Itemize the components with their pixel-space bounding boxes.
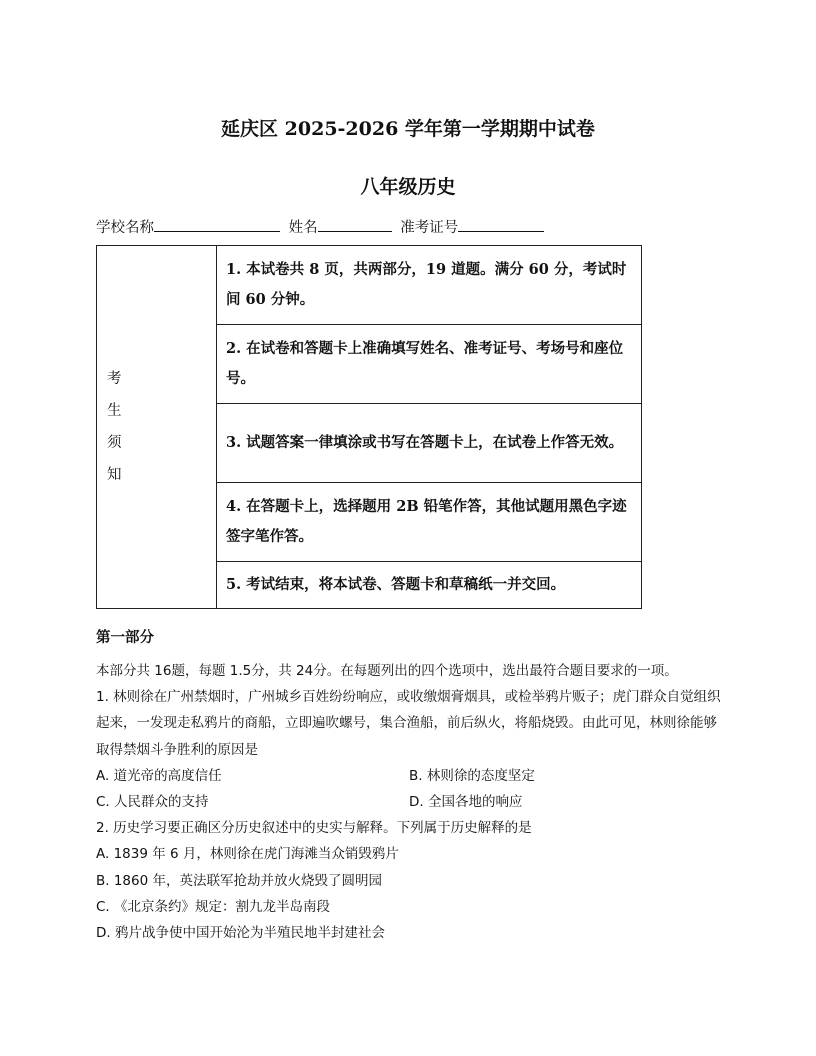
notice-item-4: 4. 在答题卡上，选择题用 2B 铅笔作答，其他试题用黑色字迹签字笔作答。: [217, 483, 642, 562]
student-name-label: 姓名: [288, 220, 318, 236]
section-intro: 本部分共 16题，每题 1.5分，共 24分。在每题列出的四个选项中，选出最符合题目要求的一项。: [96, 663, 678, 679]
notice-item-5: 5. 考试结束，将本试卷、答题卡和草稿纸一并交回。: [217, 562, 642, 609]
notice-item-1: 1. 本试卷共 8 页，共两部分，19 道题。满分 60 分，考试时间 60 分钟。: [217, 246, 642, 325]
question-1-options-row-2: [96, 789, 728, 815]
school-name-label: 学校名称: [96, 220, 154, 236]
question-1-options-row-1: [96, 763, 728, 789]
question-2-option-c: C. 《北京条约》规定：割九龙半岛南段: [96, 898, 331, 915]
exam-id-label: 准考证号: [400, 220, 459, 236]
question-2-option-b: B. 1860 年，英法联军抢劫并放火烧毁了圆明园: [96, 872, 382, 889]
notice-item-2: 2. 在试卷和答题卡上准确填写姓名、准考证号、考场号和座位号。: [217, 325, 642, 404]
student-name-blank: [318, 217, 392, 232]
school-name-blank: [154, 217, 280, 232]
side-char: 知: [107, 467, 122, 483]
exam-notice-table: [96, 245, 642, 609]
question-2-option-d: D. 鸦片战争使中国开始沦为半殖民地半封建社会: [96, 925, 385, 942]
question-1-option-b: B. 林则徐的态度坚定: [409, 767, 535, 784]
questions-body: [96, 658, 728, 946]
section-title: 第一部分: [96, 630, 154, 646]
student-info-line: [96, 216, 548, 237]
side-char: 生: [107, 403, 122, 419]
question-1-option-c: C. 人民群众的支持: [96, 794, 209, 811]
exam-title: 延庆区 2025-2026 学年第一学期期中试卷: [221, 118, 595, 140]
side-char: 须: [107, 435, 122, 451]
notice-side-label: [97, 246, 217, 609]
exam-id-blank: [458, 217, 544, 232]
question-1-option-a: A. 道光帝的高度信任: [96, 767, 222, 784]
side-char: 考: [107, 371, 122, 387]
question-1-option-d: D. 全国各地的响应: [409, 794, 523, 811]
notice-item-3: 3. 试题答案一律填涂或书写在答题卡上，在试卷上作答无效。: [217, 404, 642, 483]
exam-subtitle: 八年级历史: [360, 176, 456, 198]
question-2-option-a: A. 1839 年 6 月，林则徐在虎门海滩当众销毁鸦片: [96, 846, 399, 863]
question-2-stem: 2. 历史学习要正确区分历史叙述中的史实与解释。下列属于历史解释的是: [96, 820, 532, 837]
question-1-stem: 1. 林则徐在广州禁烟时，广州城乡百姓纷纷响应，或收缴烟膏烟具，或检举鸦片贩子；虎门群众自觉组织起来，一发现走私鸦片的商船，立即遍吹螺号，集合渔船，前后纵火，将船烧毁。由此可见，林则徐能够取得禁烟斗争胜利的原因是: [96, 689, 721, 758]
